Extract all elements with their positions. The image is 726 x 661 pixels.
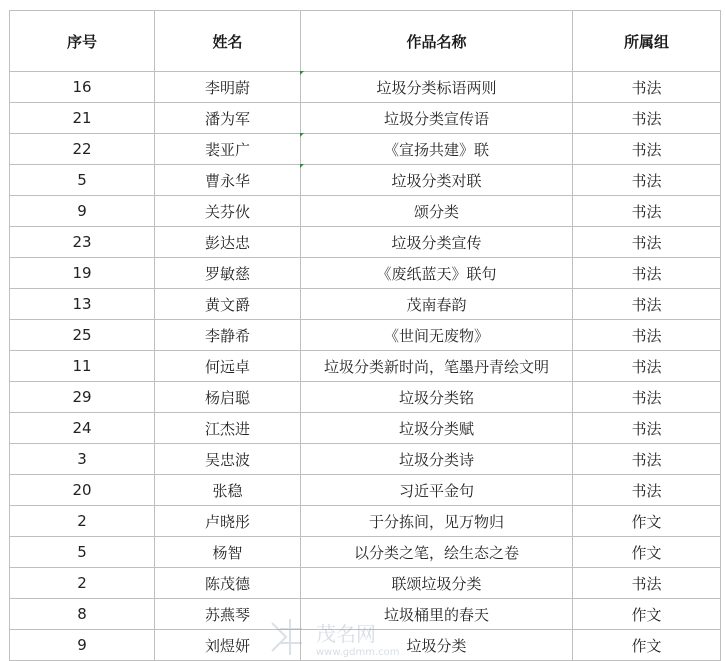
cell-work-title: 习近平金句 (301, 475, 573, 506)
table-body (10, 72, 721, 661)
cell-serial-number: 20 (10, 475, 155, 506)
cell-name: 黄文爵 (155, 289, 301, 320)
cell-serial-number: 9 (10, 196, 155, 227)
table-row (10, 382, 721, 413)
cell-name: 张稳 (155, 475, 301, 506)
cell-work-title: 垃圾桶里的春天 (301, 599, 573, 630)
cell-name: 江杰进 (155, 413, 301, 444)
cell-work-title: 垃圾分类铭 (301, 382, 573, 413)
cell-name: 刘煜妍 (155, 630, 301, 661)
cell-work-title: 《废纸蓝天》联句 (301, 258, 573, 289)
cell-name: 何远卓 (155, 351, 301, 382)
cell-work-title: 垃圾分类诗 (301, 444, 573, 475)
cell-work-title: 垃圾分类宣传语 (301, 103, 573, 134)
cell-name: 潘为军 (155, 103, 301, 134)
works-table (9, 10, 721, 661)
cell-group: 书法 (573, 103, 721, 134)
cell-group: 书法 (573, 72, 721, 103)
table-row (10, 630, 721, 661)
cell-work-title: 茂南春韵 (301, 289, 573, 320)
cell-serial-number: 16 (10, 72, 155, 103)
cell-marker (300, 71, 304, 75)
header-name: 姓名 (155, 11, 301, 72)
cell-group: 作文 (573, 599, 721, 630)
cell-serial-number: 21 (10, 103, 155, 134)
table-row (10, 320, 721, 351)
cell-serial-number: 8 (10, 599, 155, 630)
cell-serial-number: 2 (10, 506, 155, 537)
cell-serial-number: 5 (10, 165, 155, 196)
table-row (10, 103, 721, 134)
cell-work-title: 垃圾分类标语两则 (301, 72, 573, 103)
table-row (10, 568, 721, 599)
table-row (10, 475, 721, 506)
cell-work-title: 垃圾分类赋 (301, 413, 573, 444)
cell-group: 作文 (573, 630, 721, 661)
table-row (10, 165, 721, 196)
header-serial-number: 序号 (10, 11, 155, 72)
cell-name: 曹永华 (155, 165, 301, 196)
cell-group: 书法 (573, 320, 721, 351)
table-row (10, 134, 721, 165)
cell-group: 书法 (573, 568, 721, 599)
cell-work-title: 以分类之笔，绘生态之卷 (301, 537, 573, 568)
cell-work-title: 垃圾分类新时尚，笔墨丹青绘文明 (301, 351, 573, 382)
cell-name: 裴亚广 (155, 134, 301, 165)
cell-group: 书法 (573, 382, 721, 413)
cell-work-title: 垃圾分类宣传 (301, 227, 573, 258)
cell-group: 书法 (573, 413, 721, 444)
table-row (10, 537, 721, 568)
cell-work-title: 联颂垃圾分类 (301, 568, 573, 599)
cell-name: 彭达忠 (155, 227, 301, 258)
cell-group: 书法 (573, 134, 721, 165)
cell-marker (300, 133, 304, 137)
cell-serial-number: 2 (10, 568, 155, 599)
table-row (10, 289, 721, 320)
cell-marker (300, 164, 304, 168)
cell-group: 书法 (573, 165, 721, 196)
table-row (10, 351, 721, 382)
cell-group: 作文 (573, 537, 721, 568)
cell-name: 李明蔚 (155, 72, 301, 103)
table-row (10, 258, 721, 289)
header-group: 所属组 (573, 11, 721, 72)
cell-group: 书法 (573, 196, 721, 227)
cell-work-title: 颂分类 (301, 196, 573, 227)
cell-work-title: 垃圾分类对联 (301, 165, 573, 196)
cell-group: 书法 (573, 351, 721, 382)
watermark-url: www.gdmm.com (316, 647, 400, 658)
cell-serial-number: 19 (10, 258, 155, 289)
cell-group: 书法 (573, 444, 721, 475)
cell-name: 苏燕琴 (155, 599, 301, 630)
table-row (10, 196, 721, 227)
cell-serial-number: 9 (10, 630, 155, 661)
cell-name: 关芬伙 (155, 196, 301, 227)
cell-group: 作文 (573, 506, 721, 537)
table-row (10, 506, 721, 537)
cell-serial-number: 11 (10, 351, 155, 382)
cell-name: 卢晓彤 (155, 506, 301, 537)
cell-name: 杨智 (155, 537, 301, 568)
cell-serial-number: 22 (10, 134, 155, 165)
cell-name: 罗敏慈 (155, 258, 301, 289)
cell-group: 书法 (573, 258, 721, 289)
cell-group: 书法 (573, 289, 721, 320)
header-work-title: 作品名称 (301, 11, 573, 72)
watermark-title: 茂名网 (316, 622, 376, 646)
cell-work-title: 《宣扬共建》联 (301, 134, 573, 165)
cell-serial-number: 25 (10, 320, 155, 351)
cell-serial-number: 24 (10, 413, 155, 444)
cell-work-title: 垃圾分类 (301, 630, 573, 661)
table-row (10, 72, 721, 103)
table-header-row (10, 11, 721, 72)
table-row (10, 413, 721, 444)
cell-name: 李静希 (155, 320, 301, 351)
cell-work-title: 于分拣间，见万物归 (301, 506, 573, 537)
table-row (10, 599, 721, 630)
cell-work-title: 《世间无废物》 (301, 320, 573, 351)
cell-group: 书法 (573, 475, 721, 506)
cell-serial-number: 13 (10, 289, 155, 320)
table-row (10, 444, 721, 475)
cell-name: 杨启聪 (155, 382, 301, 413)
table-row (10, 227, 721, 258)
cell-serial-number: 23 (10, 227, 155, 258)
cell-name: 吴忠波 (155, 444, 301, 475)
cell-serial-number: 3 (10, 444, 155, 475)
cell-group: 书法 (573, 227, 721, 258)
cell-name: 陈茂德 (155, 568, 301, 599)
cell-serial-number: 29 (10, 382, 155, 413)
cell-serial-number: 5 (10, 537, 155, 568)
